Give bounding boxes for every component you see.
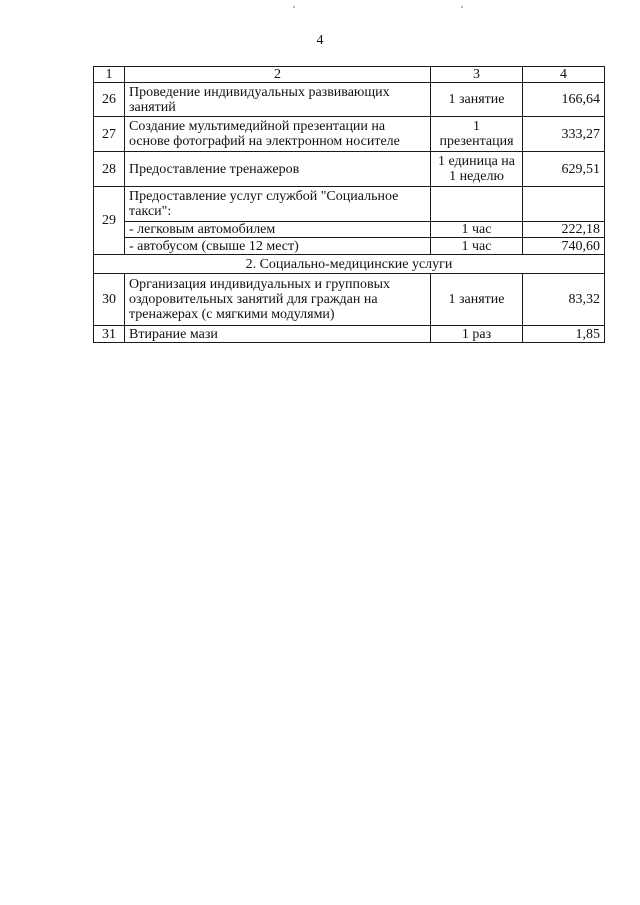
row-number: 27: [94, 117, 125, 152]
service-price: 83,32: [523, 274, 605, 326]
header-cell-1: 1: [94, 67, 125, 83]
row-number: 29: [94, 187, 125, 255]
header-cell-2: 2: [125, 67, 431, 83]
service-price: 222,18: [523, 222, 605, 238]
services-table: [93, 66, 605, 343]
row-number: 26: [94, 83, 125, 117]
row-number: 28: [94, 152, 125, 187]
service-name: Втирание мази: [125, 326, 431, 343]
row-number: 31: [94, 326, 125, 343]
service-unit: 1 единица на 1 неделю: [431, 152, 523, 187]
service-price: 166,64: [523, 83, 605, 117]
table-row: [94, 152, 605, 187]
table-row: [94, 274, 605, 326]
section-title: 2. Социально-медицинские услуги: [94, 255, 605, 274]
service-unit: 1 час: [431, 222, 523, 238]
table-row: [94, 326, 605, 343]
table-row: [94, 83, 605, 117]
table-subrow: [94, 238, 605, 255]
service-subitem-name: - автобусом (свыше 12 мест): [125, 238, 431, 255]
service-name: Создание мультимедийной презентации на основе фотографий на электронном носителе: [125, 117, 431, 152]
service-unit: 1 презентация: [431, 117, 523, 152]
service-price: 629,51: [523, 152, 605, 187]
scan-speck: [293, 6, 295, 8]
service-subitem-name: - легковым автомобилем: [125, 222, 431, 238]
header-cell-3: 3: [431, 67, 523, 83]
service-name: Предоставление тренажеров: [125, 152, 431, 187]
table-subrow: [94, 222, 605, 238]
table-row: [94, 117, 605, 152]
service-unit: 1 занятие: [431, 83, 523, 117]
service-price: 1,85: [523, 326, 605, 343]
service-unit: 1 раз: [431, 326, 523, 343]
service-price: 740,60: [523, 238, 605, 255]
service-unit: 1 час: [431, 238, 523, 255]
service-price: 333,27: [523, 117, 605, 152]
service-name: Организация индивидуальных и групповых оздоровительных занятий для граждан на тренажерах (с мягкими модулями): [125, 274, 431, 326]
scan-speck: [461, 6, 463, 8]
service-name: Проведение индивидуальных развивающих занятий: [125, 83, 431, 117]
section-header-row: [94, 255, 605, 274]
row-number: 30: [94, 274, 125, 326]
service-name: Предоставление услуг службой "Социальное такси":: [125, 187, 431, 222]
service-unit: 1 занятие: [431, 274, 523, 326]
service-price-empty: [523, 187, 605, 222]
service-unit-empty: [431, 187, 523, 222]
page-number: 4: [316, 33, 324, 48]
table-header-row: [94, 67, 605, 83]
table-row: [94, 187, 605, 222]
header-cell-4: 4: [523, 67, 605, 83]
